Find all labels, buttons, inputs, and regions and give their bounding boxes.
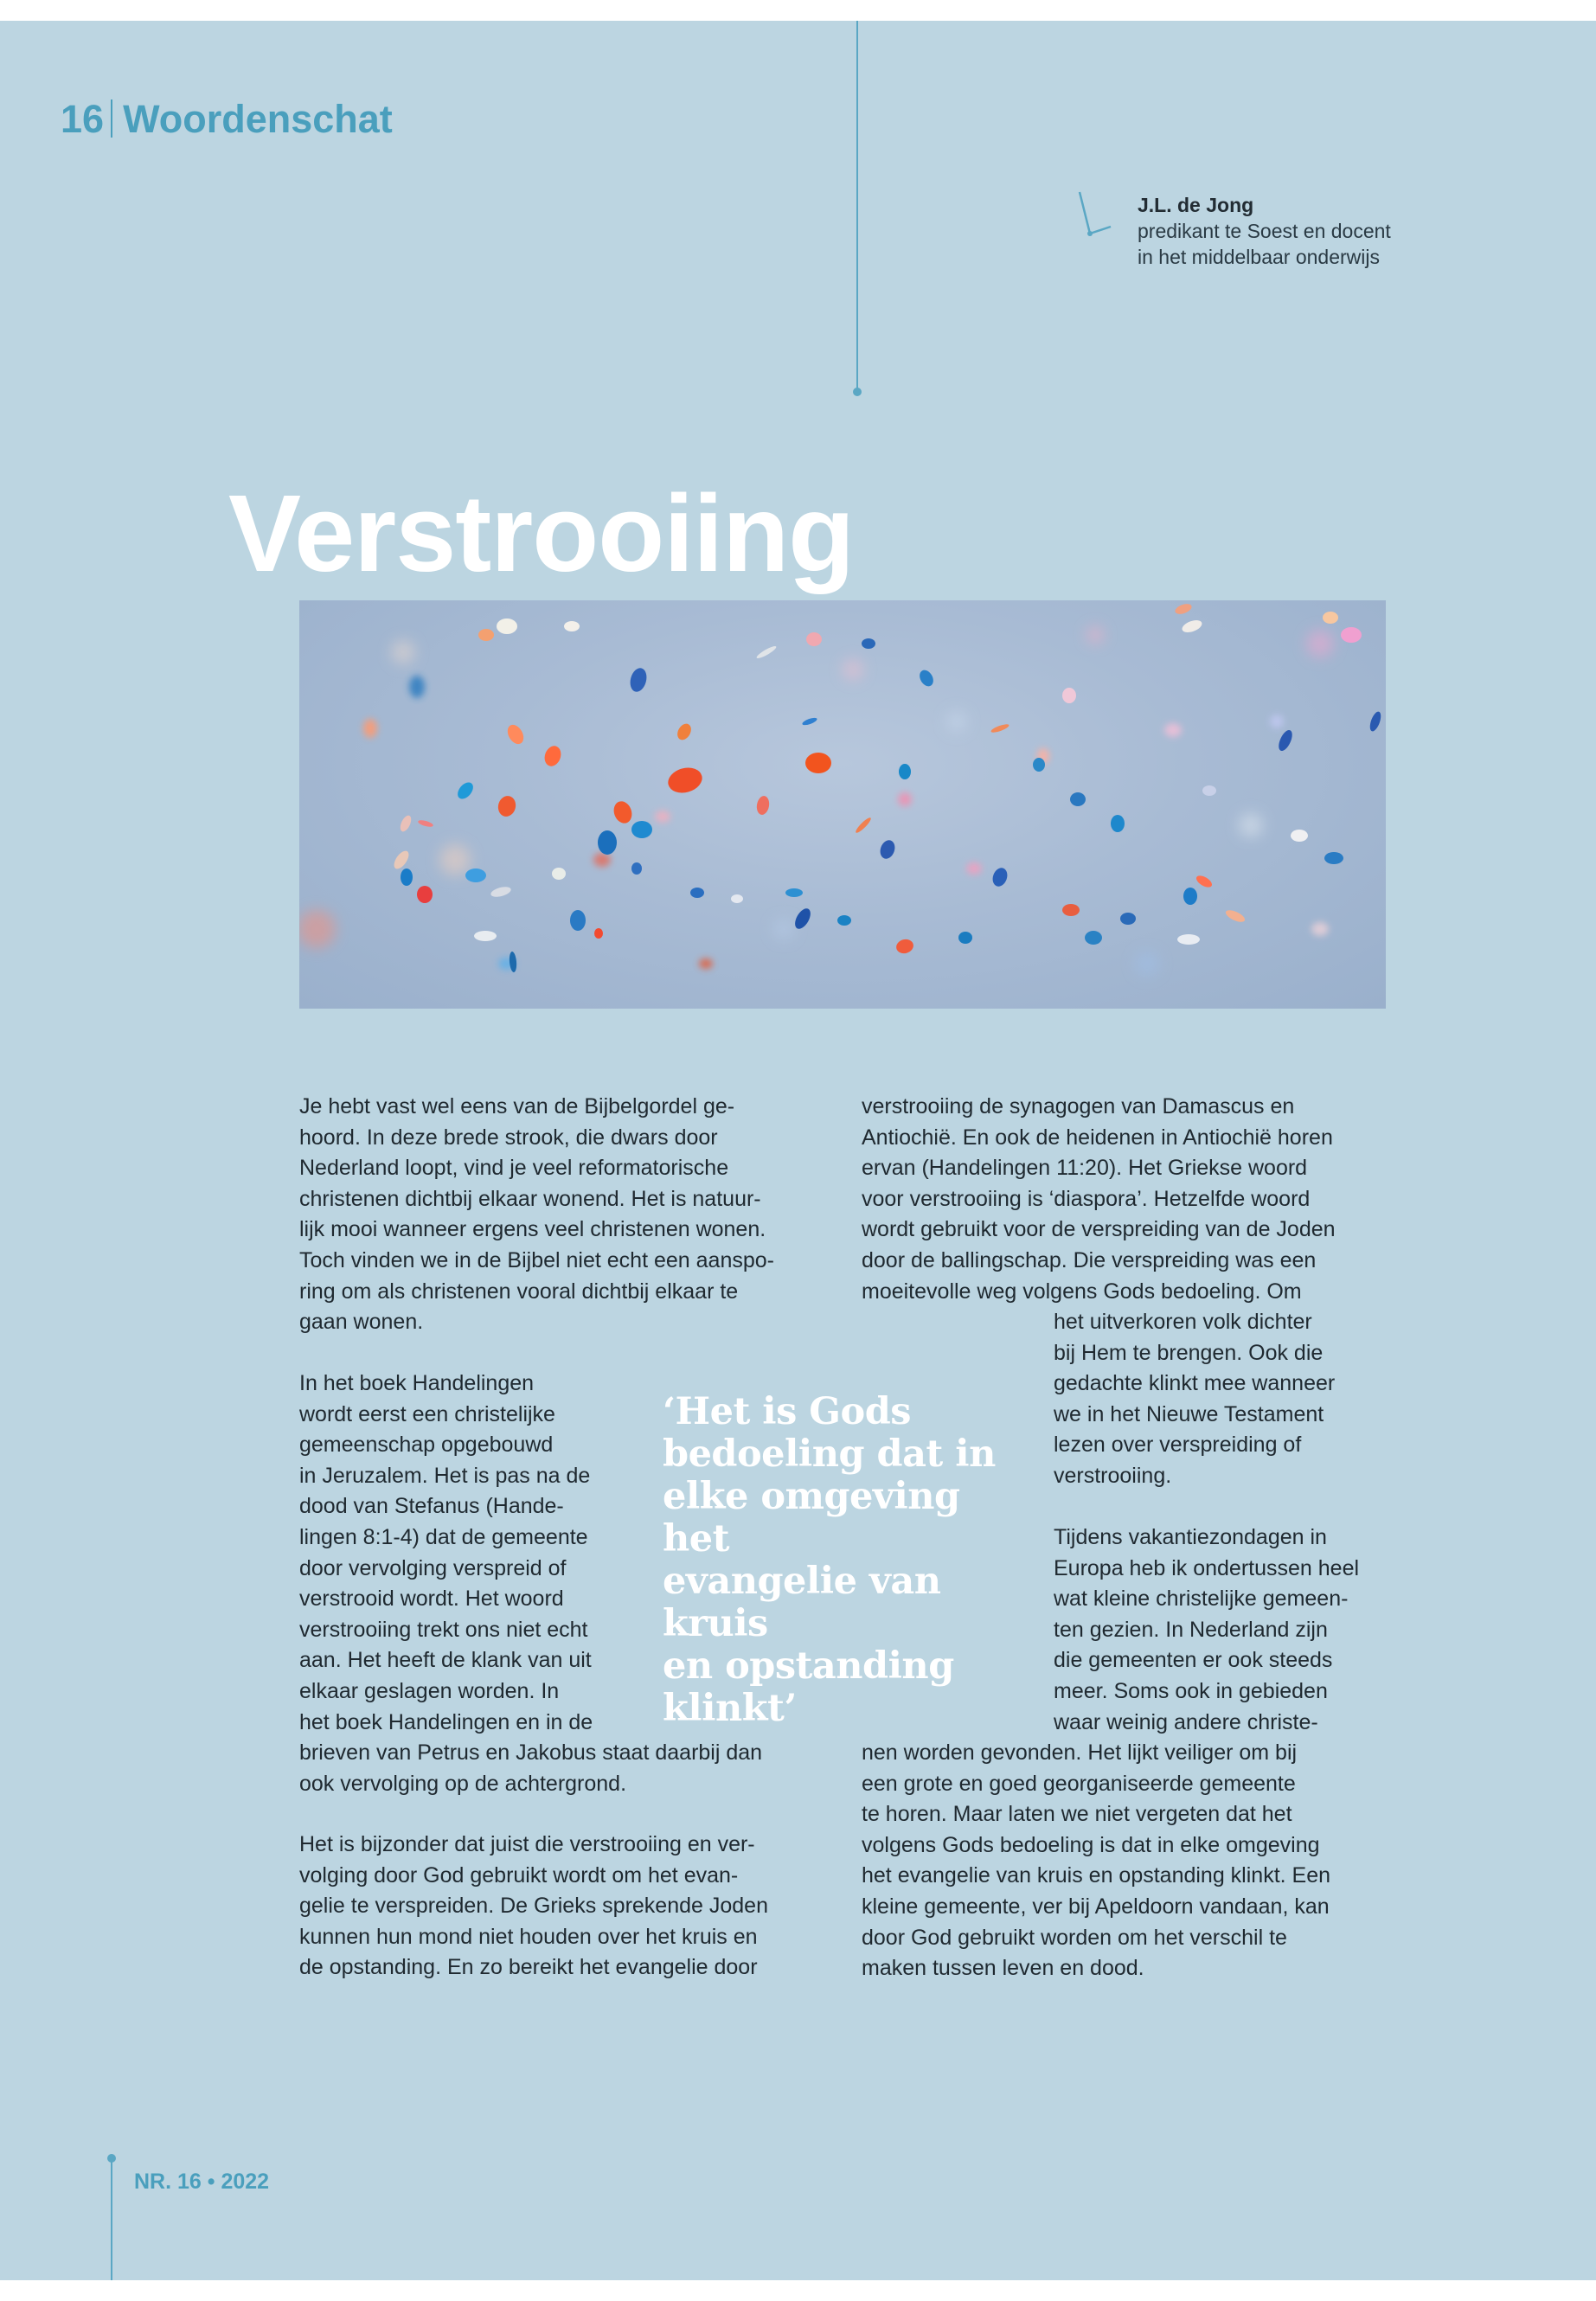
footer-line-dot <box>107 2154 116 2163</box>
header-divider <box>111 99 112 138</box>
text-line: we in het Nieuwe Testament <box>1054 1401 1324 1426</box>
text-line: door vervolging verspreid of <box>299 1555 567 1580</box>
right-paragraph-1-wrap <box>1054 1307 1400 1492</box>
text-line: verstrooid wordt. Het woord <box>299 1586 564 1612</box>
text-line: voor verstrooiing is ‘diaspora’. Hetzelfde woord <box>862 1186 1311 1211</box>
text-line: moeitevolle weg volgens Gods bedoeling. Om <box>862 1279 1302 1304</box>
left-paragraph-1 <box>299 1092 818 1338</box>
text-line: nen worden gevonden. Het lijkt veiliger om bij <box>862 1740 1298 1765</box>
text-line: wat kleine christelijke gemeen- <box>1054 1586 1349 1612</box>
author-role-line: in het middelbaar onderwijs <box>1138 246 1380 268</box>
page-number: 16 <box>61 97 105 141</box>
text-line: ook vervolging op de achtergrond. <box>299 1771 627 1796</box>
text-line: brieven van Petrus en Jakobus staat daarbij dan <box>299 1740 763 1766</box>
text-line: lezen over verspreiding of <box>1054 1433 1302 1458</box>
text-line: Europa heb ik ondertussen heel <box>1054 1555 1360 1580</box>
text-line: aan. Het heeft de klank van uit <box>299 1648 592 1673</box>
text-line: Toch vinden we in de Bijbel niet echt een aanspo- <box>299 1247 774 1272</box>
text-line: Het is bijzonder dat juist die verstrooiing en ver- <box>299 1832 755 1856</box>
author-role-line: predikant te Soest en docent <box>1138 220 1391 242</box>
section-title: Woordenschat <box>123 97 393 141</box>
text-line: gelie te verspreiden. De Grieks sprekende Joden <box>299 1894 768 1919</box>
text-line: Je hebt vast wel eens van de Bijbelgordel ge- <box>299 1094 735 1118</box>
text-line: gedachte klinkt mee wanneer <box>1054 1371 1336 1396</box>
text-line: kleine gemeente, ver bij Apeldoorn vandaan, kan <box>862 1894 1330 1919</box>
text-line: volgens Gods bedoeling is dat in elke omgeving <box>862 1832 1320 1857</box>
text-line: lingen 8:1-4) dat de gemeente <box>299 1524 588 1549</box>
page-header <box>61 97 393 142</box>
quote-line: ‘Het is Gods <box>663 1390 911 1433</box>
text-line: ring om als christenen vooral dichtbij elkaar te <box>299 1279 739 1304</box>
quote-line: klinkt’ <box>663 1687 797 1730</box>
text-line: In het boek Handelingen <box>299 1371 535 1395</box>
confetti-illustration <box>299 600 1386 1009</box>
right-paragraph-2 <box>862 1738 1398 1984</box>
right-paragraph-1 <box>862 1092 1398 1307</box>
text-line: die gemeenten er ook steeds <box>1054 1648 1333 1673</box>
text-line: de opstanding. En zo bereikt het evangelie door <box>299 1955 758 1980</box>
text-line: verstrooiing trekt ons niet echt <box>299 1617 588 1642</box>
text-line: volging door God gebruikt wordt om het evan- <box>299 1862 739 1888</box>
text-line: wordt eerst een christelijke <box>299 1401 555 1426</box>
text-line: lijk mooi wanneer ergens veel christenen wonen. <box>299 1217 766 1242</box>
text-line: kunnen hun mond niet houden over het kruis en <box>299 1924 758 1949</box>
magazine-page <box>0 21 1596 2280</box>
text-line: dood van Stefanus (Hande- <box>299 1494 564 1519</box>
quote-line: en opstanding <box>663 1644 954 1688</box>
decorative-vertical-line <box>856 21 858 391</box>
text-line: maken tussen leven en dood. <box>862 1956 1144 1981</box>
text-line: christenen dichtbij elkaar wonend. Het is natuur- <box>299 1186 761 1211</box>
article-title: Verstrooiing <box>228 472 855 594</box>
text-line: Nederland loopt, vind je veel reformatorische <box>299 1156 729 1181</box>
text-line: ervan (Handelingen 11:20). Het Griekse woord <box>862 1156 1308 1181</box>
right-paragraph-2-wrap <box>1054 1522 1400 1738</box>
text-line: verstrooiing de synagogen van Damascus en <box>862 1094 1295 1118</box>
text-line: waar weinig andere christe- <box>1054 1709 1318 1734</box>
quote-line: bedoeling dat in <box>663 1433 996 1476</box>
text-line: een grote en goed georganiseerde gemeente <box>862 1771 1296 1796</box>
text-line: gaan wonen. <box>299 1310 424 1335</box>
text-line: wordt gebruikt voor de verspreiding van de Joden <box>862 1217 1336 1242</box>
text-line: hoord. In deze brede strook, die dwars door <box>299 1125 718 1150</box>
footer-vertical-line <box>111 2156 112 2280</box>
text-line: te horen. Maar laten we niet vergeten dat het <box>862 1802 1292 1827</box>
text-line: door de ballingschap. Die verspreiding was een <box>862 1247 1317 1272</box>
quote-line: evangelie van kruis <box>663 1560 941 1645</box>
text-line: het boek Handelingen en in de <box>299 1709 593 1734</box>
text-line: Tijdens vakantiezondagen in <box>1054 1525 1327 1549</box>
author-name: J.L. de Jong <box>1138 194 1254 216</box>
text-line: verstrooiing. <box>1054 1463 1172 1488</box>
author-byline <box>1138 192 1501 270</box>
text-line: Antiochië. En ook de heidenen in Antiochië horen <box>862 1125 1333 1150</box>
text-line: het uitverkoren volk dichter <box>1054 1310 1312 1334</box>
text-line: door God gebruikt worden om het verschil te <box>862 1925 1287 1950</box>
text-line: elkaar geslagen worden. In <box>299 1678 560 1703</box>
decorative-line-dot <box>853 388 862 396</box>
text-line: ten gezien. In Nederland zijn <box>1054 1617 1328 1642</box>
article-photo <box>299 600 1386 1009</box>
text-line: in Jeruzalem. Het is pas na de <box>299 1463 591 1488</box>
text-line: gemeenschap opgebouwd <box>299 1433 554 1458</box>
left-paragraph-3 <box>299 1830 818 1984</box>
quote-line: elke omgeving het <box>663 1475 960 1561</box>
text-line: meer. Soms ook in gebieden <box>1054 1678 1328 1703</box>
pull-quote <box>663 1391 1026 1730</box>
issue-label: NR. 16 • 2022 <box>134 2170 270 2194</box>
text-line: het evangelie van kruis en opstanding klinkt. Een <box>862 1863 1331 1888</box>
author-pointer-icon <box>1076 190 1116 242</box>
text-line: bij Hem te brengen. Ook die <box>1054 1340 1324 1365</box>
